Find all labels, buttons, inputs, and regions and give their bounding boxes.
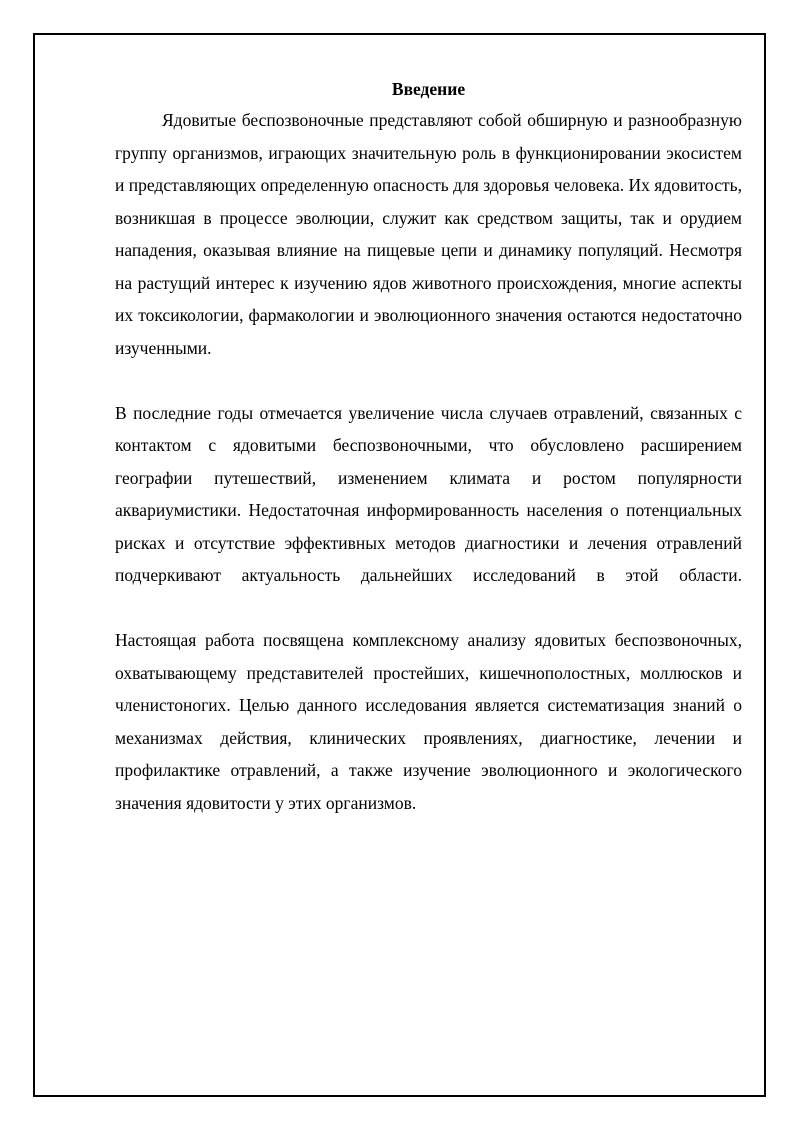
paragraph-introduction: Ядовитые беспозвоночные представляют собой обширную и разнообразную группу организмов, играющих значительную роль в функционировании экосистем и представляющих определенную опасность для здоровья человека. Их ядовитость, возникшая в процессе эволюции, служит как средством защиты, так и орудием нападения, оказывая влияние на пищевые цепи и динамику популяций. Несмотря на растущий интерес к изучению ядов животного происхождения, многие аспекты их токсикологии, фармакологии и эволюционного значения остаются недостаточно изученными. — [115, 110, 742, 358]
document-title: Введение — [391, 79, 466, 99]
paragraph-spacer — [115, 592, 742, 625]
paragraph-goal: Настоящая работа посвящена комплексному анализу ядовитых беспозвоночных, охватывающему представителей простейших, кишечнополостных, моллюсков и членистоногих. Целью данного исследования является систематизация знаний о механизмах действия, клинических проявлениях, диагностике, лечении и профилактике отравлений, а также изучение эволюционного и экологического значения ядовитости у этих организмов. — [115, 630, 742, 813]
document-body — [115, 74, 742, 819]
paragraph-relevance: В последние годы отмечается увеличение числа случаев отравлений, связанных с контактом с ядовитыми беспозвоночными, что обусловлено расширением географии путешествий, изменением климата и ростом популярности аквариумистики. Недостаточная информированность населения о потенциальных рисках и отсутствие эффективных методов диагностики и лечения отравлений подчеркивают актуальность дальнейших исследований в этой области. — [115, 402, 742, 585]
paragraph-spacer — [115, 364, 742, 397]
